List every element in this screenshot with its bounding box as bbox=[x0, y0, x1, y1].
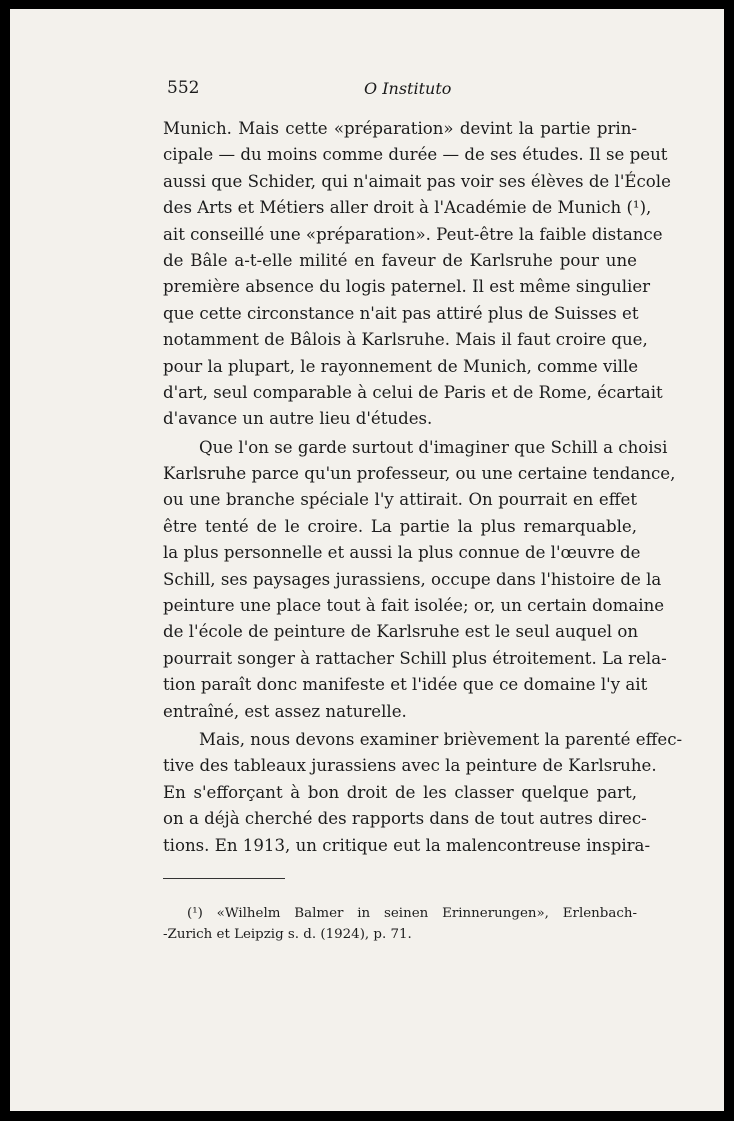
text-line: d'avance un autre lieu d'études. bbox=[163, 409, 433, 429]
footnote-line: -Zurich et Leipzig s. d. (1924), p. 71. bbox=[163, 927, 412, 942]
paragraph bbox=[155, 727, 683, 859]
page-header bbox=[155, 66, 637, 96]
text-line: de Bâle a-t-elle milité en faveur de Karlsruhe pour une bbox=[163, 250, 637, 270]
text-line: on a déjà cherché des rapports dans de tout autres direc- bbox=[163, 809, 647, 829]
text-line: aussi que Schider, qui n'aimait pas voir ses élèves de l'École bbox=[163, 171, 671, 191]
text-line: peinture une place tout à fait isolée; or, un certain domaine bbox=[163, 596, 665, 616]
text-line: des Arts et Métiers aller droit à l'Académie de Munich (¹), bbox=[163, 198, 652, 218]
text-line: pour la plupart, le rayonnement de Munich, comme ville bbox=[163, 356, 639, 376]
text-line: tions. En 1913, un critique eut la malencontreuse inspira- bbox=[163, 835, 651, 855]
footnote-line: (¹) «Wilhelm Balmer in seinen Erinnerungen», Erlenbach- bbox=[187, 906, 637, 921]
text-line: tion paraît donc manifeste et l'idée que ce domaine l'y ait bbox=[163, 675, 648, 695]
footnote-rule bbox=[163, 878, 285, 879]
running-title: O Instituto bbox=[364, 79, 452, 98]
text-line: Schill, ses paysages jurassiens, occupe dans l'histoire de la bbox=[163, 569, 662, 589]
text-line: d'art, seul comparable à celui de Paris et de Rome, écartait bbox=[163, 382, 663, 402]
text-line: En s'efforçant à bon droit de les classer quelque part, bbox=[163, 782, 637, 802]
paragraph bbox=[155, 435, 676, 725]
text-line: de l'école de peinture de Karlsruhe est le seul auquel on bbox=[163, 622, 639, 642]
text-line: tive des tableaux jurassiens avec la peinture de Karlsruhe. bbox=[163, 756, 657, 776]
body-text bbox=[155, 116, 683, 859]
text-line: que cette circonstance n'ait pas attiré plus de Suisses et bbox=[163, 303, 639, 323]
text-line: première absence du logis paternel. Il est même singulier bbox=[163, 277, 651, 297]
text-line: ou une branche spéciale l'y attirait. On pourrait en effet bbox=[163, 490, 637, 510]
text-line: être tenté de le croire. La partie la plus remarquable, bbox=[163, 516, 637, 536]
text-line: cipale — du moins comme durée — de ses études. Il se peut bbox=[163, 145, 668, 165]
text-line: Munich. Mais cette «préparation» devint la partie prin- bbox=[163, 119, 637, 138]
page-number: 552 bbox=[167, 78, 200, 98]
text-line: Que l'on se garde surtout d'imaginer que Schill a choisi bbox=[199, 437, 668, 457]
text-line: la plus personnelle et aussi la plus connue de l'œuvre de bbox=[163, 543, 641, 563]
text-line: ait conseillé une «préparation». Peut-être la faible distance bbox=[163, 224, 663, 244]
text-line: notamment de Bâlois à Karlsruhe. Mais il faut croire que, bbox=[163, 330, 648, 350]
text-line: pourrait songer à rattacher Schill plus étroitement. La rela- bbox=[163, 648, 667, 668]
text-line: Mais, nous devons examiner brièvement la parenté effec- bbox=[199, 729, 683, 749]
text-line: entraîné, est assez naturelle. bbox=[163, 701, 407, 721]
text-line: Karlsruhe parce qu'un professeur, ou une certaine tendance, bbox=[163, 464, 676, 484]
paragraph bbox=[155, 116, 671, 433]
footnote bbox=[163, 903, 637, 945]
